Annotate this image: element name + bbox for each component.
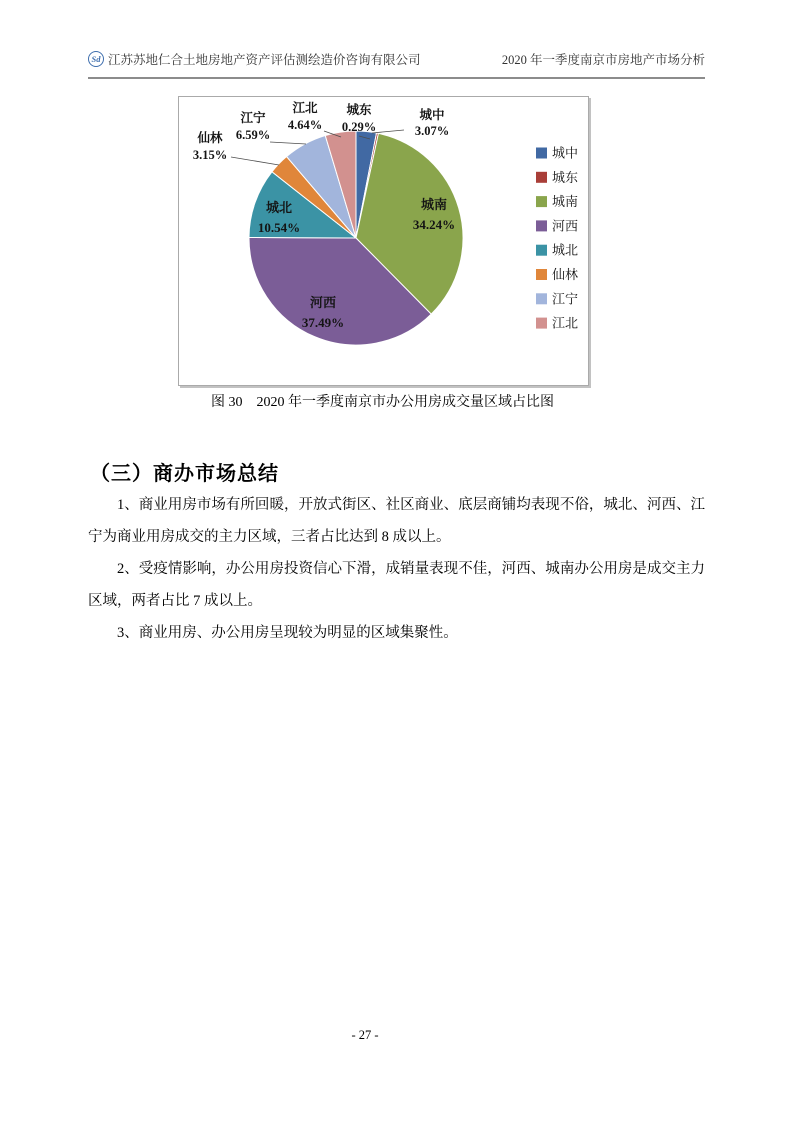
legend-label-城东: 城东 — [552, 169, 579, 185]
page-number: - 27 - — [351, 1028, 379, 1042]
body-paragraph-3: 3、商业用房、办公用房呈现较为明显的区域集聚性。 — [117, 625, 458, 641]
legend-label-城中: 城中 — [552, 145, 579, 161]
legend-label-城南: 城南 — [552, 194, 579, 210]
slice-label-城南: 34.24% — [412, 217, 456, 232]
figure-caption: 图 30 2020 年一季度南京市办公用房成交量区域占比图 — [211, 395, 554, 410]
legend-label-河西: 河西 — [552, 218, 579, 234]
body-paragraph-2: 2、受疫情影响，办公用房投资信心下滑，成销量表现不佳，河西、城南办公用房是成交主力区域，两者占比 7 成以上。 — [88, 561, 705, 609]
section-heading: （三）商办市场总结 — [90, 460, 279, 485]
slice-label-仙林: 3.15% — [192, 148, 228, 162]
slice-label-河西: 河西 — [309, 295, 337, 310]
slice-label-城北: 10.54% — [257, 220, 301, 235]
section-body — [88, 489, 705, 649]
slice-label-城东: 0.29% — [341, 120, 377, 134]
leader-line-仙林 — [231, 157, 279, 165]
legend-swatch-城中 — [536, 148, 547, 159]
legend-label-仙林: 仙林 — [552, 267, 579, 282]
page-header — [88, 46, 705, 72]
legend-label-城北: 城北 — [552, 242, 579, 258]
slice-label-江北: 4.64% — [287, 118, 323, 132]
header-company-block — [88, 50, 421, 68]
leader-line-江宁 — [270, 142, 306, 144]
slice-label-城东: 城东 — [346, 103, 372, 117]
legend-swatch-江宁 — [536, 293, 547, 304]
slice-label-江北: 江北 — [292, 101, 318, 115]
figure-30-chart — [178, 96, 589, 386]
slice-label-城北: 城北 — [265, 200, 293, 215]
slice-label-仙林: 仙林 — [197, 131, 223, 145]
slice-label-河西: 37.49% — [301, 315, 345, 330]
company-logo-icon: Sd — [88, 51, 104, 67]
company-name: 江苏苏地仁合土地房地产资产评估测绘造价咨询有限公司 — [108, 53, 421, 67]
slice-label-江宁: 6.59% — [235, 128, 271, 142]
legend-swatch-仙林 — [536, 269, 547, 280]
legend-swatch-城东 — [536, 172, 547, 183]
slice-label-城中: 3.07% — [414, 124, 450, 138]
legend-label-江北: 江北 — [552, 315, 579, 331]
header-divider — [88, 77, 705, 79]
report-title: 2020 年一季度南京市房地产市场分析 — [501, 53, 705, 67]
slice-label-江宁: 江宁 — [240, 111, 266, 125]
slice-label-城中: 城中 — [419, 108, 445, 122]
legend-swatch-河西 — [536, 220, 547, 231]
legend-swatch-江北 — [536, 318, 547, 329]
body-paragraph-1: 1、商业用房市场有所回暖，开放式街区、社区商业、底层商铺均表现不俗，城北、河西、江宁为商业用房成交的主力区域，三者占比达到 8 成以上。 — [88, 497, 705, 545]
leader-line-城中 — [372, 130, 404, 133]
slice-label-城南: 城南 — [420, 197, 448, 212]
legend-label-江宁: 江宁 — [552, 291, 579, 307]
pie-chart-svg — [179, 97, 588, 385]
legend-swatch-城南 — [536, 196, 547, 207]
legend-swatch-城北 — [536, 245, 547, 256]
